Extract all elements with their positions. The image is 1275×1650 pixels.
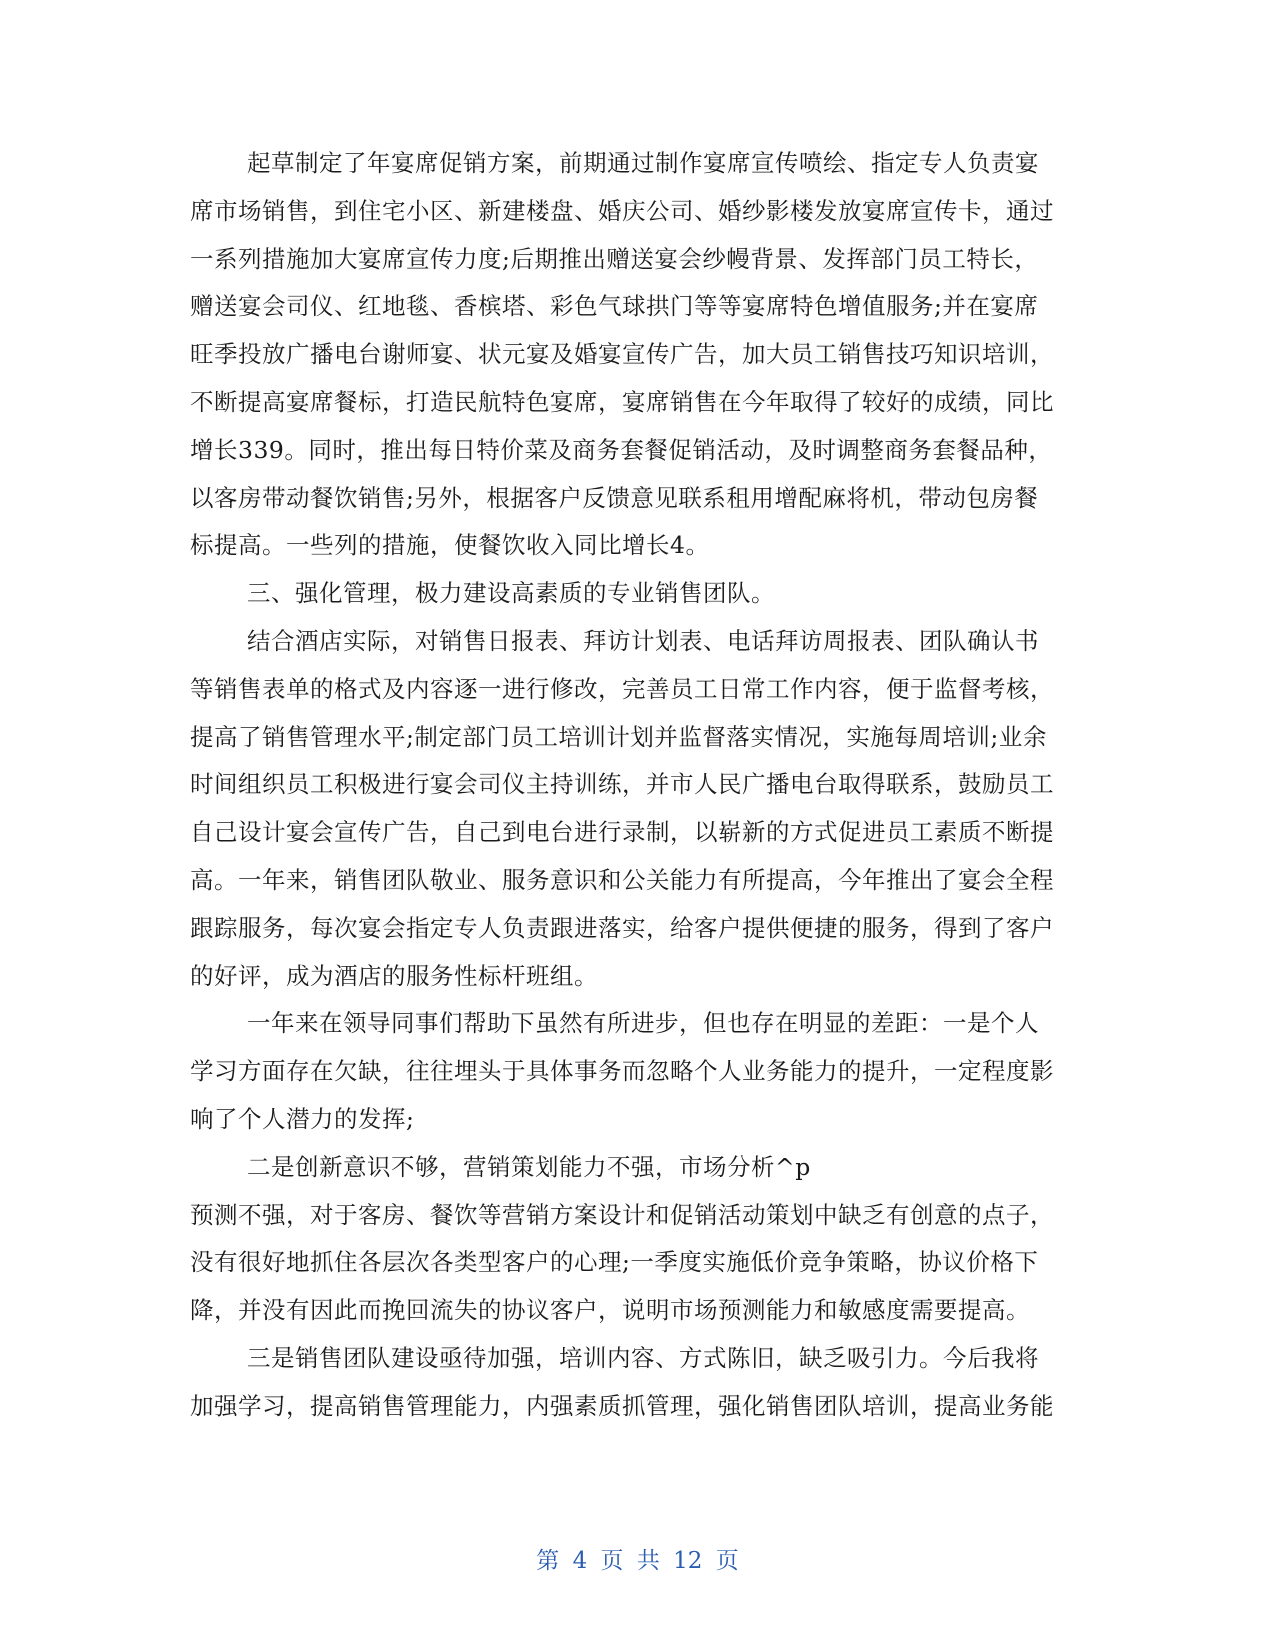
text-line: 三是销售团队建设亟待加强，培训内容、方式陈旧，缺乏吸引力。今后我将	[247, 1343, 1039, 1372]
text-line: 响了个人潜力的发挥;	[190, 1104, 415, 1133]
text-line: 等销售表单的格式及内容逐一进行修改，完善员工日常工作内容，便于监督考核，	[190, 674, 1054, 703]
text-line: 二是创新意识不够，营销策划能力不强，市场分析^p	[247, 1152, 811, 1181]
text-line: 一系列措施加大宴席宣传力度;后期推出赠送宴会纱幔背景、发挥部门员工特长，	[190, 244, 1039, 273]
page-footer: 第 4 页 共 12 页	[536, 1548, 739, 1574]
text-line: 标提高。一些列的措施，使餐饮收入同比增长4。	[190, 531, 710, 560]
text-line: 一年来在领导同事们帮助下虽然有所进步，但也存在明显的差距：一是个人	[247, 1009, 1039, 1038]
text-line: 降，并没有因此而挽回流失的协议客户，说明市场预测能力和敏感度需要提高。	[190, 1296, 1030, 1325]
text-line: 加强学习，提高销售管理能力，内强素质抓管理，强化销售团队培训，提高业务能	[190, 1391, 1054, 1420]
document-body	[190, 140, 1095, 1431]
text-line: 学习方面存在欠缺，往往埋头于具体事务而忽略个人业务能力的提升，一定程度影	[190, 1057, 1054, 1086]
text-line: 起草制定了年宴席促销方案，前期通过制作宴席宣传喷绘、指定专人负责宴	[247, 149, 1039, 177]
text-line: 结合酒店实际，对销售日报表、拜访计划表、电话拜访周报表、团队确认书	[247, 626, 1039, 655]
text-line: 高。一年来，销售团队敬业、服务意识和公关能力有所提高，今年推出了宴会全程	[190, 865, 1054, 894]
text-line: 不断提高宴席餐标，打造民航特色宴席，宴席销售在今年取得了较好的成绩，同比	[190, 387, 1054, 416]
text-line: 增长339。同时，推出每日特价菜及商务套餐促销活动，及时调整商务套餐品种，	[190, 435, 1053, 464]
text-line: 提高了销售管理水平;制定部门员工培训计划并监督落实情况，实施每周培训;业余	[190, 722, 1047, 751]
text-line: 席市场销售，到住宅小区、新建楼盘、婚庆公司、婚纱影楼发放宴席宣传卡，通过	[190, 196, 1054, 225]
text-line: 三、强化管理，极力建设高素质的专业销售团队。	[247, 579, 775, 608]
text-line: 旺季投放广播电台谢师宴、状元宴及婚宴宣传广告，加大员工销售技巧知识培训，	[190, 340, 1054, 369]
text-line: 的好评，成为酒店的服务性标杆班组。	[190, 961, 598, 990]
text-line: 跟踪服务，每次宴会指定专人负责跟进落实，给客户提供便捷的服务，得到了客户	[190, 913, 1054, 942]
text-line: 自己设计宴会宣传广告，自己到电台进行录制，以崭新的方式促进员工素质不断提	[190, 818, 1054, 847]
text-line: 预测不强，对于客房、餐饮等营销方案设计和促销活动策划中缺乏有创意的点子，	[190, 1200, 1054, 1229]
text-line: 赠送宴会司仪、红地毯、香槟塔、彩色气球拱门等等宴席特色增值服务;并在宴席	[190, 292, 1039, 321]
text-line: 时间组织员工积极进行宴会司仪主持训练，并市人民广播电台取得联系，鼓励员工	[190, 770, 1054, 799]
text-line: 以客房带动餐饮销售;另外，根据客户反馈意见联系租用增配麻将机，带动包房餐	[190, 483, 1039, 512]
text-line: 没有很好地抓住各层次各类型客户的心理;一季度实施低价竞争策略，协议价格下	[190, 1248, 1039, 1277]
